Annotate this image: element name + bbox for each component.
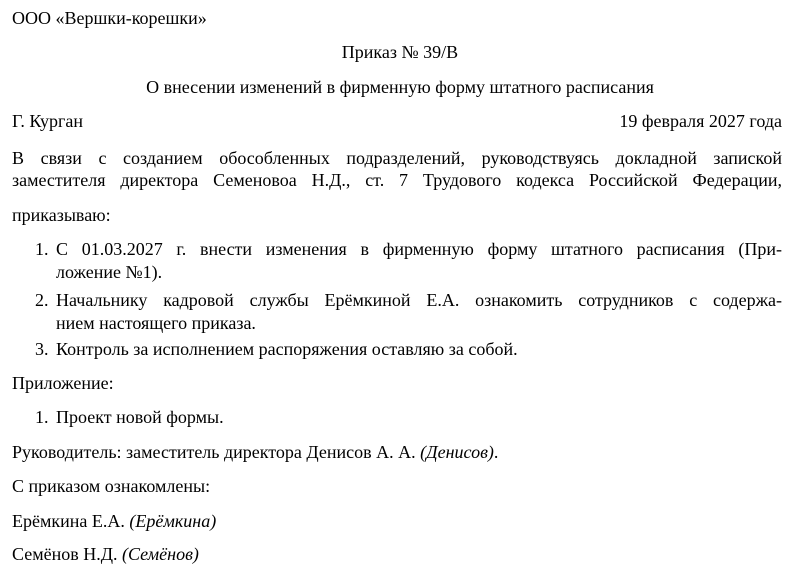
head-signature-line bbox=[12, 441, 498, 463]
item-1-line-2: ложение №1). bbox=[56, 262, 163, 282]
person-signature: (Семёнов) bbox=[122, 544, 199, 564]
acquainted-label: С приказом ознакомлены: bbox=[12, 476, 211, 496]
appendix-item-text: Проект новой формы. bbox=[56, 407, 224, 427]
item-number: 2. bbox=[35, 290, 49, 310]
item-2-line-2: нием настоящего приказа. bbox=[56, 313, 256, 333]
order-word: приказываю: bbox=[12, 205, 111, 225]
appendix-label: Приложение: bbox=[12, 373, 114, 393]
acquainted-person bbox=[12, 543, 199, 565]
organization-name: ООО «Вершки-корешки» bbox=[12, 8, 207, 28]
order-subject: О внесении изменений в фирменную форму штатного расписания bbox=[146, 77, 654, 97]
head-trailing: . bbox=[493, 442, 499, 462]
order-title: Приказ № 39/В bbox=[341, 42, 459, 62]
person-name: Ерёмкина Е.А. bbox=[12, 511, 125, 531]
item-1-line-1: С 01.03.2027 г. внести изменения в фирменную форму штатного расписания (При- bbox=[56, 239, 782, 259]
acquainted-person bbox=[12, 510, 216, 532]
appendix-item-number: 1. bbox=[35, 407, 49, 427]
preamble-line-2: заместителя директора Семеновоа Н.Д., ст. 7 Трудового кодекса Российской Федерации, bbox=[12, 170, 782, 190]
person-signature: (Ерёмкина) bbox=[129, 511, 217, 531]
preamble-line-1: В связи с созданием обособленных подразделений, руководствуясь докладной запиской bbox=[12, 148, 782, 168]
item-3-line-1: Контроль за исполнением распоряжения оставляю за собой. bbox=[56, 339, 518, 359]
head-signature: (Денисов) bbox=[420, 442, 494, 462]
item-number: 1. bbox=[35, 239, 49, 259]
head-text: Руководитель: заместитель директора Денисов А. А. bbox=[12, 442, 416, 462]
item-number: 3. bbox=[35, 339, 49, 359]
item-2-line-1: Начальнику кадровой службы Ерёмкиной Е.А. ознакомить сотрудников с содержа- bbox=[56, 290, 782, 310]
city: Г. Курган bbox=[12, 111, 84, 131]
order-date: 19 февраля 2027 года bbox=[619, 111, 782, 131]
person-name: Семёнов Н.Д. bbox=[12, 544, 118, 564]
